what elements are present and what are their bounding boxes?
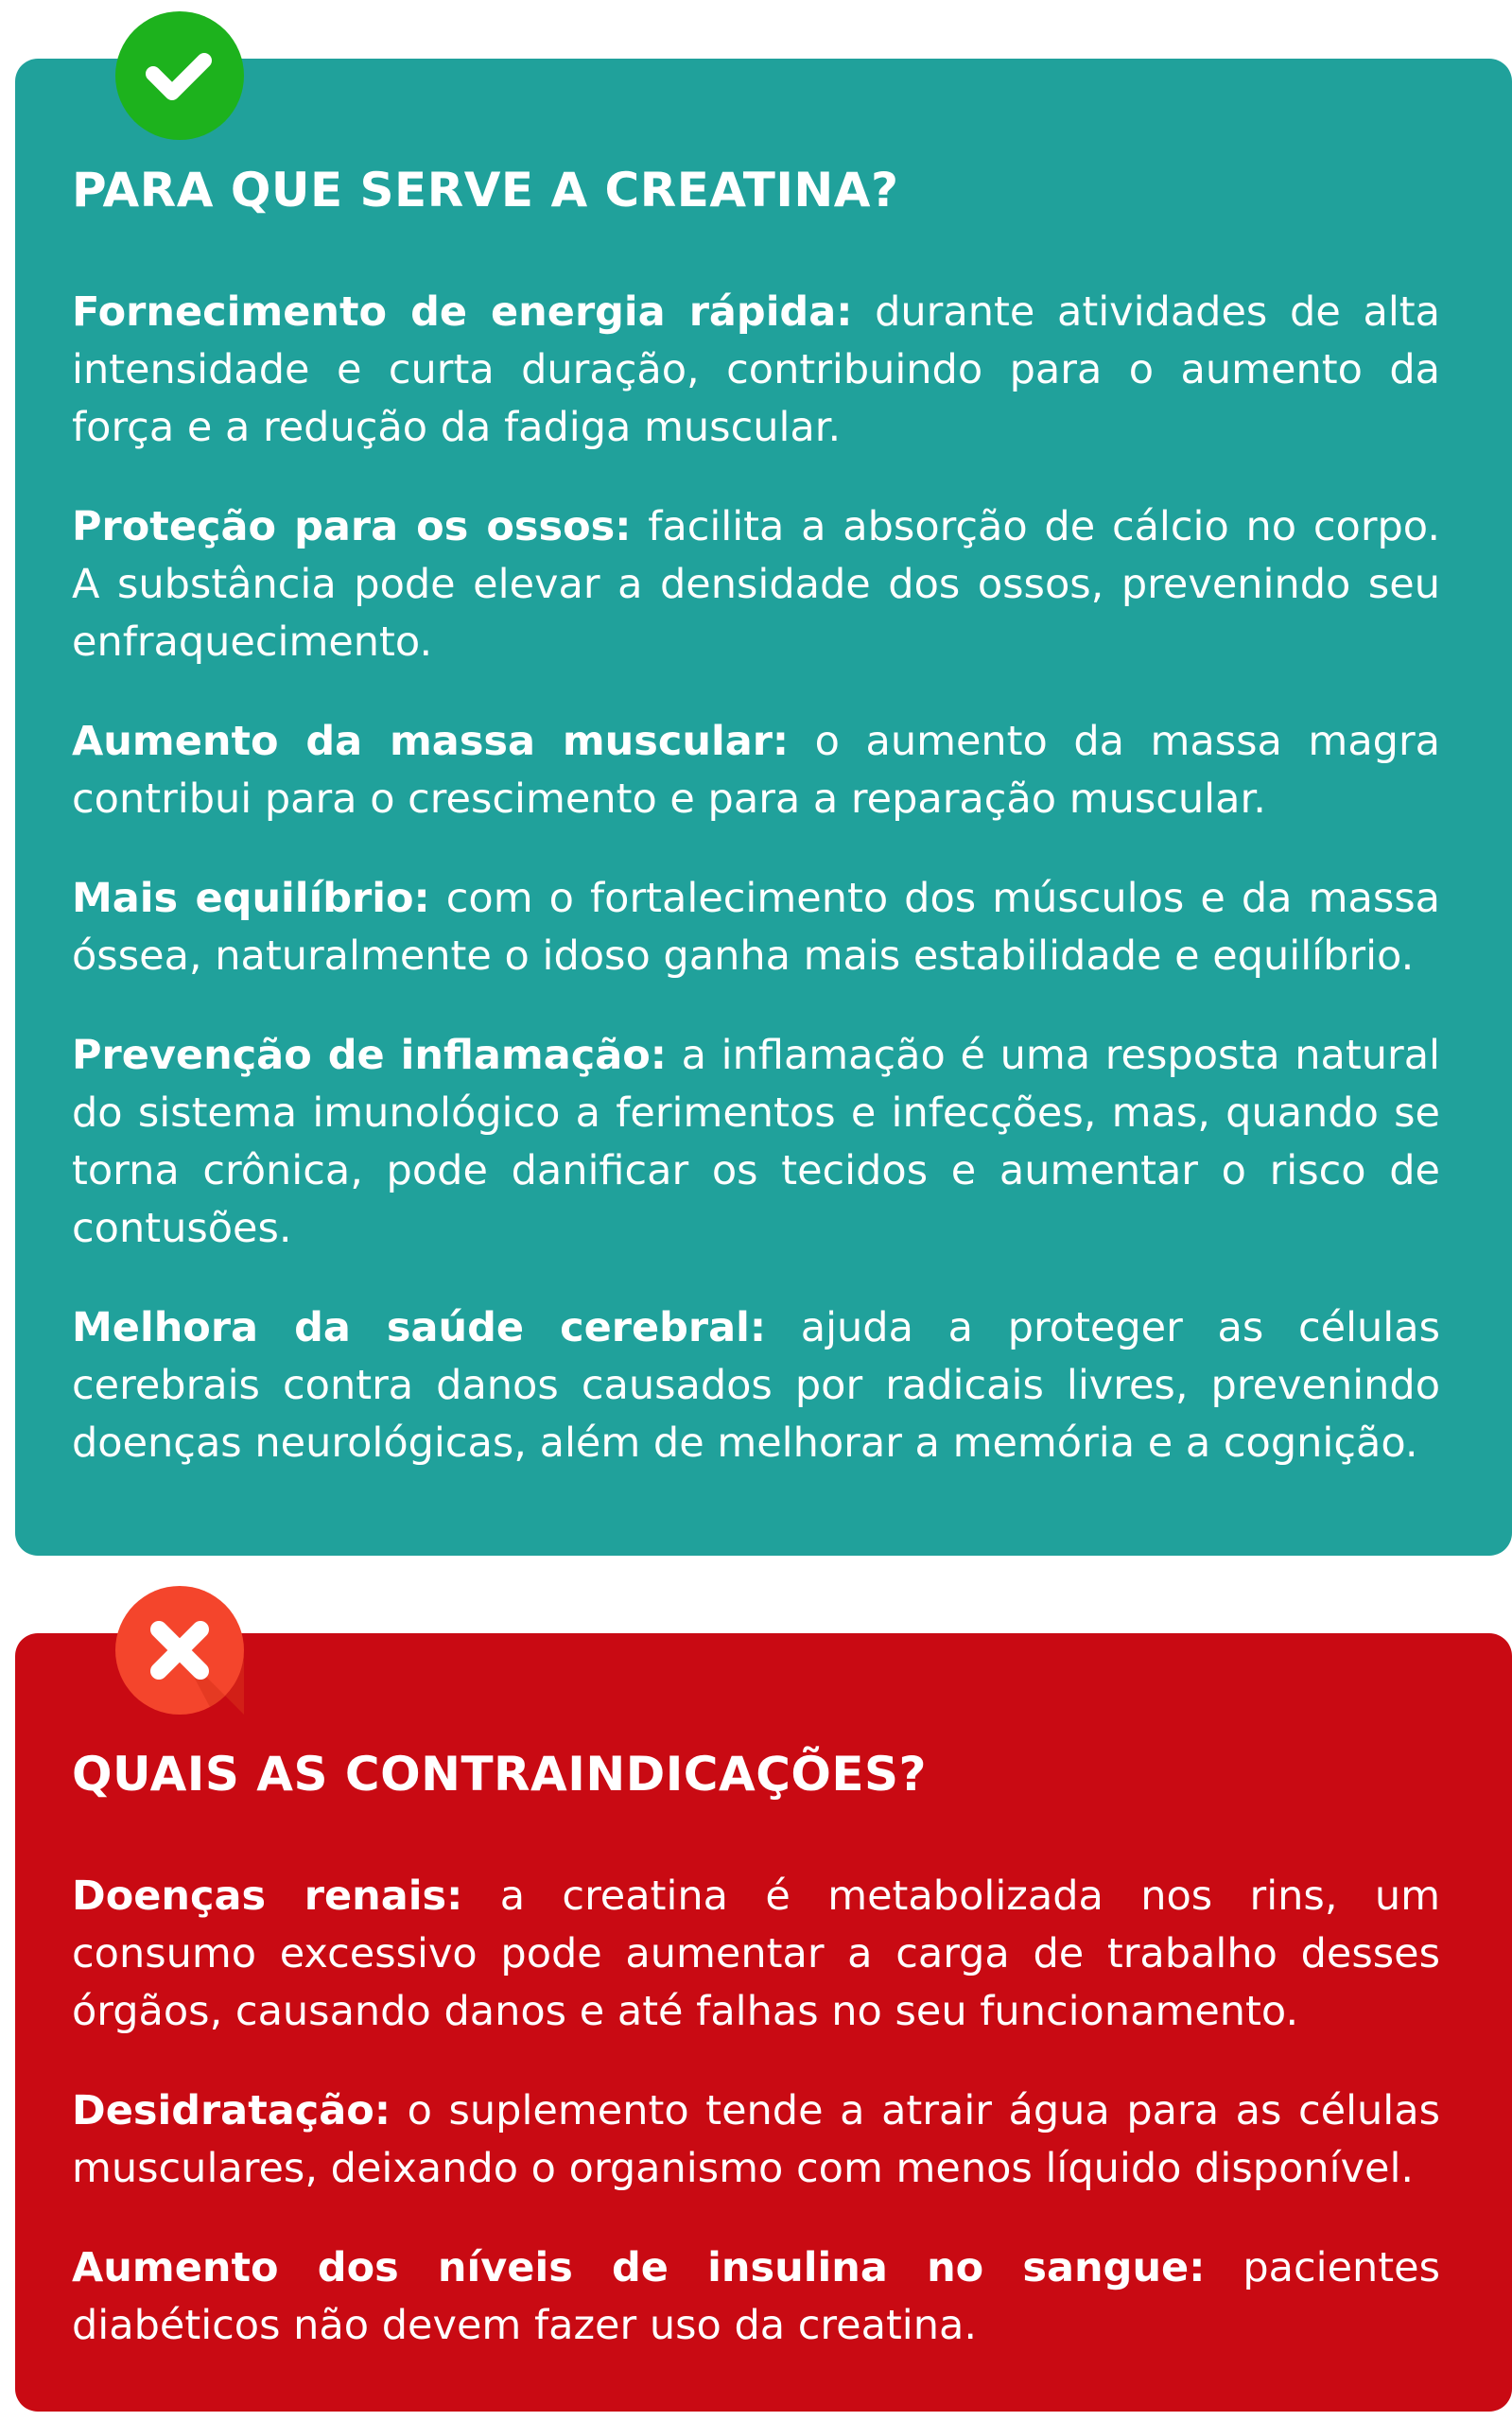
benefit-term: Melhora da saúde cerebral: [72,1304,767,1351]
benefit-term: Fornecimento de energia rápida: [72,288,853,336]
contraindications-card [15,1633,1512,2412]
benefit-term: Mais equilíbrio: [72,875,430,922]
benefit-item [72,870,1440,985]
benefit-item [72,284,1440,457]
contraindication-term: Aumento dos níveis de insulina no sangue: [72,2244,1206,2291]
benefits-card [15,59,1512,1556]
benefit-term: Aumento da massa muscular: [72,718,790,765]
benefit-item [72,1027,1440,1258]
benefit-item [72,1299,1440,1472]
benefit-text: com o fortalecimento dos músculos e da massa óssea, naturalmente o idoso ganha mais estabilidade e equilíbrio. [72,875,1440,980]
benefit-term: Prevenção de inflamação: [72,1032,667,1079]
checkmark-icon [115,11,244,140]
benefit-text: o aumento da massa magra contribui para o crescimento e para a reparação muscular. [72,718,1440,823]
benefit-text: a inflamação é uma resposta natural do sistema imunológico a ferimentos e infecções, mas, quando se torna crônica, pode danificar os tecidos e aumentar o risco de contusões. [72,1032,1440,1252]
contraindication-item [72,2239,1440,2355]
contraindication-text: o suplemento tende a atrair água para as células musculares, deixando o organismo com menos líquido disponível. [72,2087,1440,2192]
contraindication-text: a creatina é metabolizada nos rins, um consumo excessivo pode aumentar a carga de trabalho desses órgãos, causando danos e até falhas no seu funcionamento. [72,1872,1441,2035]
benefit-term: Proteção para os ossos: [72,503,632,550]
benefits-title: PARA QUE SERVE A CREATINA? [72,163,899,218]
contraindication-item [72,1868,1440,2041]
benefit-text: facilita a absorção de cálcio no corpo. A substância pode elevar a densidade dos ossos, prevenindo seu enfraquecimento. [72,503,1441,666]
benefit-text: ajuda a proteger as células cerebrais contra danos causados por radicais livres, prevenindo doenças neurológicas, além de melhorar a memória e a cognição. [72,1304,1440,1467]
contraindication-item [72,2082,1440,2198]
contraindications-title: QUAIS AS CONTRAINDICAÇÕES? [72,1747,928,1802]
contraindication-term: Desidratação: [72,2087,391,2134]
benefit-text: durante atividades de alta intensidade e curta duração, contribuindo para o aumento da força e a redução da fadiga muscular. [72,288,1440,451]
close-x-icon [115,1586,244,1715]
benefit-item [72,498,1440,671]
contraindication-text: pacientes diabéticos não devem fazer uso da creatina. [72,2244,1440,2349]
benefit-item [72,713,1440,828]
contraindication-term: Doenças renais: [72,1872,463,1920]
